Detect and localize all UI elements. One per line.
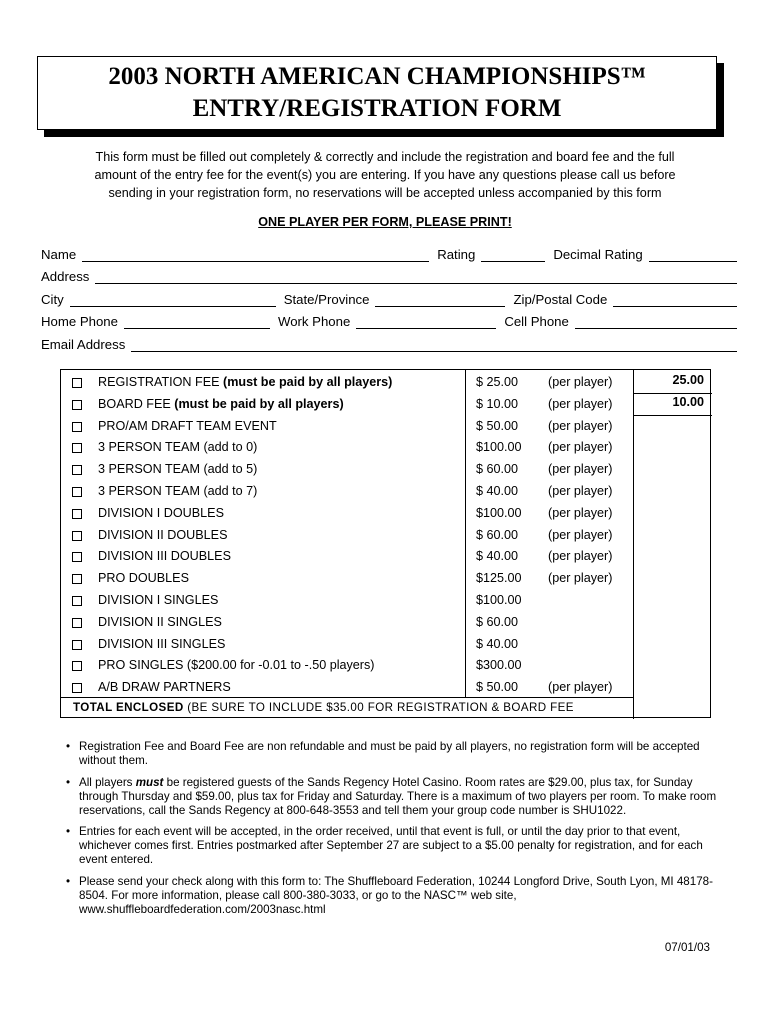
address-field[interactable]	[95, 269, 737, 284]
fee-label-text: DIVISION I SINGLES	[98, 593, 219, 607]
fee-label-text: REGISTRATION FEE	[98, 375, 224, 389]
fee-row	[61, 372, 710, 394]
home-phone-field[interactable]	[124, 314, 270, 329]
fee-label-text: 3 PERSON TEAM (add to 5)	[98, 462, 258, 477]
fee-row	[61, 416, 710, 438]
state-label: State/Province	[283, 292, 370, 307]
fee-label	[98, 549, 231, 563]
fee-label-text: DIVISION I DOUBLES	[98, 505, 224, 520]
field-row-name	[41, 244, 737, 262]
fee-amount[interactable]: 25.00	[672, 373, 704, 387]
field-row-address	[41, 266, 737, 284]
note-item	[62, 825, 726, 867]
city-label: City	[41, 292, 64, 307]
note-text-lead: All players	[79, 775, 136, 789]
fee-checkbox[interactable]	[72, 400, 82, 410]
decimal-rating-field[interactable]	[649, 247, 737, 262]
fee-checkbox[interactable]	[72, 531, 82, 541]
fee-per-player: (per player)	[548, 462, 613, 477]
field-row-phone	[41, 311, 737, 329]
fee-checkbox[interactable]	[72, 443, 82, 453]
field-row-email	[41, 334, 737, 352]
fee-row	[61, 612, 710, 634]
fee-price: $ 50.00	[476, 680, 519, 695]
email-field[interactable]	[131, 337, 737, 352]
bullet-icon: •	[66, 825, 71, 838]
note-emphasis: must	[135, 775, 164, 789]
fee-label-text: PRO SINGLES ($200.00 for -0.01 to -.50 players)	[98, 658, 375, 673]
total-enclosed-text	[73, 701, 574, 714]
total-enclosed-label: TOTAL ENCLOSED	[73, 701, 184, 714]
fee-label	[98, 440, 257, 454]
fee-checkbox[interactable]	[72, 487, 82, 497]
fee-label-text: BOARD FEE	[98, 396, 175, 411]
fee-row	[61, 525, 710, 547]
fee-per-player: (per player)	[548, 396, 613, 411]
fee-per-player: (per player)	[548, 680, 613, 695]
fee-label	[98, 375, 392, 389]
fee-label	[98, 397, 344, 411]
city-field[interactable]	[70, 292, 276, 307]
decimal-rating-label: Decimal Rating	[553, 247, 643, 262]
fee-label	[98, 462, 257, 476]
fee-label-text: DIVISION II DOUBLES	[98, 527, 228, 542]
fee-label	[98, 484, 257, 498]
zip-label: Zip/Postal Code	[513, 292, 608, 307]
fee-row	[61, 634, 710, 656]
fee-row	[61, 481, 710, 503]
fee-per-player: (per player)	[548, 505, 613, 520]
fee-label-text: 3 PERSON TEAM (add to 7)	[98, 484, 258, 498]
fee-label	[98, 593, 218, 607]
fee-row	[61, 568, 710, 590]
fee-per-player: (per player)	[548, 549, 613, 564]
fee-checkbox[interactable]	[72, 574, 82, 584]
fee-per-player: (per player)	[548, 484, 613, 498]
field-row-city	[41, 289, 737, 307]
intro-line-3: sending in your registration form, no reservations will be accepted unless accompanied by this form	[108, 186, 662, 200]
total-enclosed-note: (BE SURE TO INCLUDE $35.00 FOR REGISTRATION & BOARD FEE	[183, 701, 574, 714]
note-text: Please send your check along with this form to: The Shuffleboard Federation, 10244 Longford Drive, South Lyon, MI 48178-8504. For more information, please call 800-380-3033, or go to the NASC™ web site, www.shuffleboardfederation.com/2003nasc.html	[79, 874, 713, 916]
fee-label	[98, 571, 189, 585]
fee-checkbox[interactable]	[72, 596, 82, 606]
email-label: Email Address	[41, 337, 126, 352]
intro-paragraph	[50, 148, 720, 202]
fee-label	[98, 680, 231, 694]
rating-label: Rating	[437, 247, 476, 262]
fee-price: $ 40.00	[476, 549, 519, 564]
form-date: 07/01/03	[664, 941, 710, 954]
fee-label-text: 3 PERSON TEAM (add to 0)	[98, 440, 258, 455]
fee-price: $ 40.00	[476, 484, 519, 498]
fee-row	[61, 677, 710, 699]
fees-table	[60, 369, 711, 718]
fee-checkbox[interactable]	[72, 378, 82, 388]
fee-label	[98, 528, 227, 542]
fee-label	[98, 615, 222, 629]
fee-label-emphasis: (must be paid by all players)	[174, 396, 344, 411]
bullet-icon: •	[66, 775, 71, 789]
fee-row	[61, 394, 710, 416]
name-field[interactable]	[82, 247, 429, 262]
name-label: Name	[41, 247, 77, 262]
note-item	[62, 776, 726, 818]
fee-checkbox[interactable]	[72, 552, 82, 562]
fee-price: $100.00	[476, 440, 522, 455]
fee-checkbox[interactable]	[72, 465, 82, 475]
fee-per-player: (per player)	[548, 440, 613, 455]
fee-price: $ 50.00	[476, 418, 519, 433]
note-item	[62, 740, 726, 768]
fee-price: $ 10.00	[476, 396, 519, 411]
zip-field[interactable]	[613, 292, 737, 307]
fee-label-text: DIVISION II SINGLES	[98, 614, 222, 629]
home-phone-label: Home Phone	[41, 314, 118, 329]
fee-row	[61, 655, 710, 677]
fee-row	[61, 590, 710, 612]
state-field[interactable]	[375, 292, 505, 307]
fee-price: $ 40.00	[476, 636, 519, 651]
fee-checkbox[interactable]	[72, 640, 82, 650]
bullet-icon: •	[66, 740, 71, 753]
fee-label-text: PRO DOUBLES	[98, 571, 189, 586]
fee-label-emphasis: (must be paid by all players)	[223, 375, 393, 389]
fee-label-text: PRO/AM DRAFT TEAM EVENT	[98, 418, 277, 433]
note-text-rest: be registered guests of the Sands Regency Hotel Casino. Room rates are $29.00, plus tax, for Sunday through Thursday and $59.00, plus tax for Friday and Saturday. There is a maximum of two players per room. To make room reservations, call the Sands Regency at 800-648-3553 and tell them your group code number is SHU1022.	[79, 775, 717, 817]
rating-field[interactable]	[481, 247, 545, 262]
fee-checkbox[interactable]	[72, 683, 82, 693]
address-label: Address	[41, 269, 90, 284]
fee-per-player: (per player)	[548, 527, 613, 542]
note-text: Entries for each event will be accepted, in the order received, until that event is full, or until the day prior to that event, whichever comes first. Entries postmarked after September 27 are subject to a $5.00 penalty for registration, and for each event entered.	[79, 825, 703, 866]
fee-checkbox[interactable]	[72, 422, 82, 432]
fee-row	[61, 437, 710, 459]
fee-price: $125.00	[476, 571, 522, 586]
fee-price: $100.00	[476, 505, 522, 520]
title-line-1: 2003 NORTH AMERICAN CHAMPIONSHIPS™	[108, 63, 646, 90]
fee-price: $300.00	[476, 658, 522, 673]
intro-line-1: This form must be filled out completely & correctly and include the registration and board fee and the full	[95, 150, 675, 164]
fee-label-text: A/B DRAW PARTNERS	[98, 680, 231, 695]
fee-label-text: DIVISION III SINGLES	[98, 636, 226, 651]
fee-price: $100.00	[476, 593, 522, 607]
fee-label	[98, 419, 277, 433]
fee-per-player: (per player)	[548, 375, 613, 389]
fee-row	[61, 503, 710, 525]
fee-checkbox[interactable]	[72, 661, 82, 671]
title-line-2: ENTRY/REGISTRATION FORM	[192, 95, 562, 122]
fee-label	[98, 658, 375, 672]
fee-price: $ 25.00	[476, 375, 519, 389]
fee-checkbox[interactable]	[72, 509, 82, 519]
work-phone-field[interactable]	[356, 314, 496, 329]
intro-line-2: amount of the entry fee for the event(s) you are entering. If you have any questions please call us before	[94, 168, 676, 182]
fee-per-player: (per player)	[548, 571, 613, 586]
cell-phone-label: Cell Phone	[504, 314, 569, 329]
fee-row	[61, 459, 710, 481]
fee-price: $ 60.00	[476, 527, 519, 542]
fee-per-player: (per player)	[548, 418, 613, 433]
fee-checkbox[interactable]	[72, 618, 82, 628]
title-box	[37, 56, 717, 130]
fee-row	[61, 546, 710, 568]
fee-amount[interactable]: 10.00	[672, 394, 704, 409]
work-phone-label: Work Phone	[277, 314, 351, 329]
cell-phone-field[interactable]	[575, 314, 737, 329]
fee-price: $ 60.00	[476, 462, 519, 477]
bullet-icon: •	[66, 874, 71, 888]
note-item	[62, 875, 726, 917]
fee-label	[98, 506, 224, 520]
fee-price: $ 60.00	[476, 614, 519, 629]
fee-label	[98, 637, 225, 651]
fee-label-text: DIVISION III DOUBLES	[98, 549, 231, 564]
note-text: Registration Fee and Board Fee are non refundable and must be paid by all players, no registration form will be accepted without them.	[79, 740, 700, 767]
notes-list	[62, 740, 726, 924]
print-notice: ONE PLAYER PER FORM, PLEASE PRINT!	[258, 215, 512, 229]
